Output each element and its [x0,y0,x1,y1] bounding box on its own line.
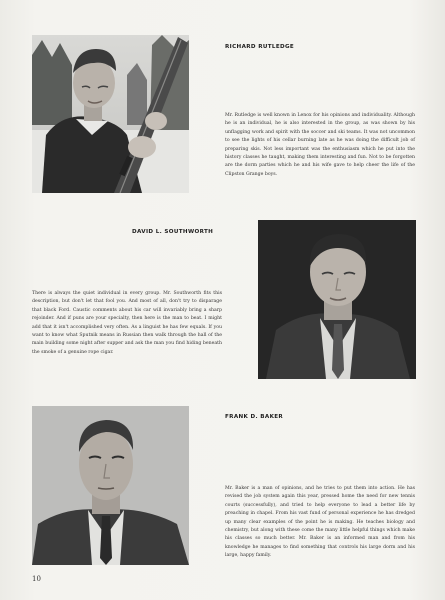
profile-name-baker: FRANK D. BAKER [225,414,284,420]
photo-david-southworth [258,220,416,379]
profile-name-rutledge: RICHARD RUTLEDGE [225,44,295,50]
page-number: 10 [32,575,41,583]
photo-richard-rutledge [32,35,189,193]
profile-bio-baker: Mr. Baker is a man of opinions, and he tries to put them into action. He has revised the job system again this year, pressed home the need for new tennis courts (successfully), and tried to help everyone to lead a better life by preaching in chapel. From his vast fund of personal experience he has dredged up many clear examples of the point he is making. He teaches biology and chemistry, but along with these come the many little helpful things which make his classes so much better. Mr. Baker is an informed man and from his knowledge he manages to find something that controls his large dorm and his large, happy family. [225,486,415,559]
photo-frank-baker [32,406,189,565]
profile-name-southworth: DAVID L. SOUTHWORTH [132,229,214,235]
profile-bio-southworth: There is always the quiet individual in every group. Mr. Southworth fits this description, but don't let that fool you. And most of all, don't try to disparage that black Ford. Caustic comments about his car will invariably bring a sharp rejoinder. And if puns are your specialty, then here is the man to beat. I might add that it isn't accomplished very often. As a linguist he has few equals. If you want to know what Sputnik means in Russian then walk through the hall of the main building some night after supper and ask the man you find hiding beneath the smoke of a genuine rope cigar. [32,291,222,355]
profile-bio-rutledge: Mr. Rutledge is well known in Lenox for his opinions and individuality. Although he is an individual, he is also interested in the group, as was shown by his unflagging work and spirit with the soccer and ski teams. It was not uncommon to see the lights of his cellar burning late as he was doing the difficult job of preparing skis. Not less important was the enthusiasm which he put into the history classes he taught, making them interesting and fun. Not to be forgotten are the dorm parties which he and his wife gave to help cheer the life of the Clipston Grange boys. [225,113,415,177]
